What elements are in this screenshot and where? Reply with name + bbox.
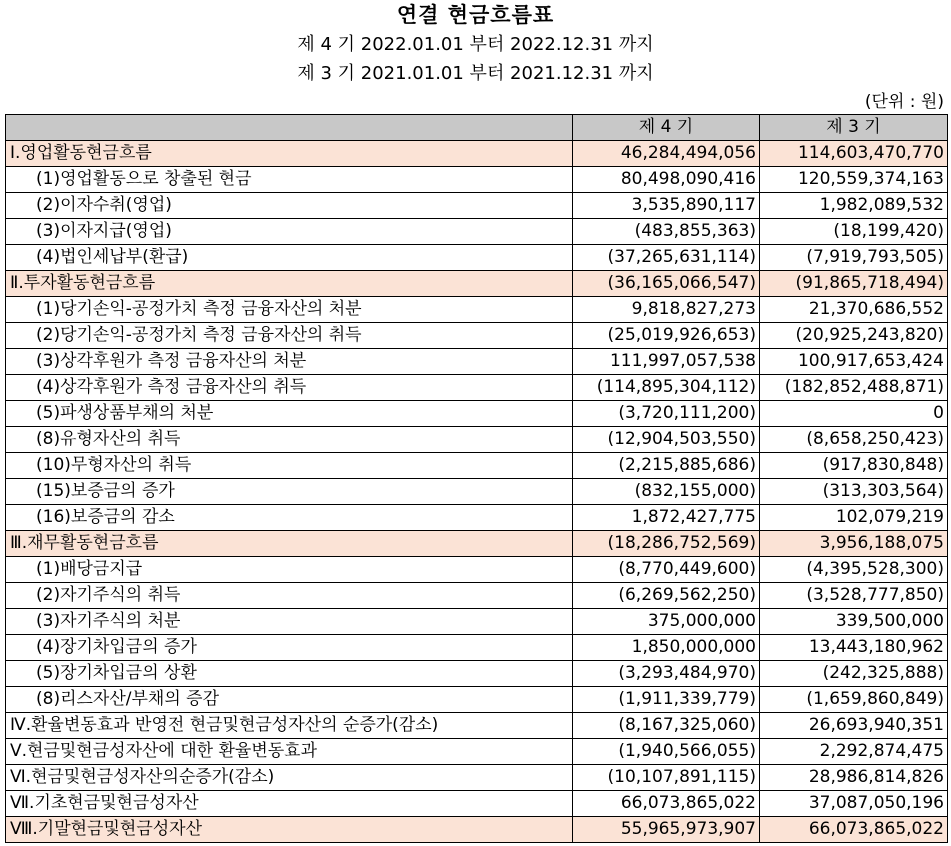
row-current: (10,107,891,115) <box>573 765 760 791</box>
row-prior: 114,603,470,770 <box>760 141 948 167</box>
row-prior: 28,986,814,826 <box>760 765 948 791</box>
header-current: 제 4 기 <box>573 115 760 141</box>
period-current: 제 4 기 2022.01.01 부터 2022.12.31 까지 <box>297 34 654 55</box>
row-current: 55,965,973,907 <box>573 817 760 843</box>
row-prior: (242,325,888) <box>760 661 948 687</box>
row-label: (8)유형자산의 취득 <box>6 427 573 453</box>
row-label: Ⅱ.투자활동현금흐름 <box>6 271 573 297</box>
row-current: 3,535,890,117 <box>573 193 760 219</box>
row-current: (114,895,304,112) <box>573 375 760 401</box>
row-label: (3)이자지급(영업) <box>6 219 573 245</box>
row-prior: 1,982,089,532 <box>760 193 948 219</box>
row-current: (483,855,363) <box>573 219 760 245</box>
row-label: (4)법인세납부(환급) <box>6 245 573 271</box>
row-current: 80,498,090,416 <box>573 167 760 193</box>
row-current: (3,720,111,200) <box>573 401 760 427</box>
table-row <box>6 167 948 193</box>
row-current: 9,818,827,273 <box>573 297 760 323</box>
row-prior: 3,956,188,075 <box>760 531 948 557</box>
row-current: (8,770,449,600) <box>573 557 760 583</box>
table-row <box>6 791 948 817</box>
row-current: (18,286,752,569) <box>573 531 760 557</box>
row-prior: (4,395,528,300) <box>760 557 948 583</box>
table-row <box>6 219 948 245</box>
row-prior: 37,087,050,196 <box>760 791 948 817</box>
unit-label: (단위 : 원) <box>864 92 944 112</box>
table-row <box>6 583 948 609</box>
row-current: (2,215,885,686) <box>573 453 760 479</box>
row-prior: (1,659,860,849) <box>760 687 948 713</box>
row-prior: (91,865,718,494) <box>760 271 948 297</box>
table-row <box>6 479 948 505</box>
row-label: Ⅷ.기말현금및현금성자산 <box>6 817 573 843</box>
row-label: (2)자기주식의 취득 <box>6 583 573 609</box>
row-prior: (182,852,488,871) <box>760 375 948 401</box>
row-current: (832,155,000) <box>573 479 760 505</box>
period-prior: 제 3 기 2021.01.01 부터 2021.12.31 까지 <box>297 63 654 84</box>
row-prior: 0 <box>760 401 948 427</box>
table-row <box>6 375 948 401</box>
row-current: 66,073,865,022 <box>573 791 760 817</box>
table-row <box>6 323 948 349</box>
table-row <box>6 245 948 271</box>
row-label: (4)장기차입금의 증가 <box>6 635 573 661</box>
row-prior: 102,079,219 <box>760 505 948 531</box>
row-current: 46,284,494,056 <box>573 141 760 167</box>
row-prior: 21,370,686,552 <box>760 297 948 323</box>
header-prior: 제 3 기 <box>760 115 948 141</box>
row-label: (1)당기손익-공정가치 측정 금융자산의 처분 <box>6 297 573 323</box>
table-header-row <box>6 115 948 141</box>
row-label: (3)자기주식의 처분 <box>6 609 573 635</box>
row-current: (37,265,631,114) <box>573 245 760 271</box>
row-prior: 100,917,653,424 <box>760 349 948 375</box>
row-prior: 13,443,180,962 <box>760 635 948 661</box>
row-label: (16)보증금의 감소 <box>6 505 573 531</box>
row-label: Ⅴ.현금및현금성자산에 대한 환율변동효과 <box>6 739 573 765</box>
table-row <box>6 609 948 635</box>
row-current: 111,997,057,538 <box>573 349 760 375</box>
table-row <box>6 141 948 167</box>
row-current: 1,850,000,000 <box>573 635 760 661</box>
row-current: 375,000,000 <box>573 609 760 635</box>
row-label: (1)배당금지급 <box>6 557 573 583</box>
table-row <box>6 401 948 427</box>
report-header <box>0 0 951 116</box>
row-label: (8)리스자산/부채의 증감 <box>6 687 573 713</box>
row-label: Ⅲ.재무활동현금흐름 <box>6 531 573 557</box>
row-label: (2)이자수취(영업) <box>6 193 573 219</box>
row-current: (1,911,339,779) <box>573 687 760 713</box>
row-label: (2)당기손익-공정가치 측정 금융자산의 취득 <box>6 323 573 349</box>
row-label: (10)무형자산의 취득 <box>6 453 573 479</box>
table-row <box>6 687 948 713</box>
row-current: (25,019,926,653) <box>573 323 760 349</box>
row-prior: (3,528,777,850) <box>760 583 948 609</box>
row-current: (1,940,566,055) <box>573 739 760 765</box>
row-prior: (313,303,564) <box>760 479 948 505</box>
row-prior: (18,199,420) <box>760 219 948 245</box>
table-row <box>6 297 948 323</box>
row-label: (1)영업활동으로 창출된 현금 <box>6 167 573 193</box>
cash-flow-table <box>5 114 948 843</box>
row-prior: 339,500,000 <box>760 609 948 635</box>
table-row <box>6 739 948 765</box>
row-label: Ⅳ.환율변동효과 반영전 현금및현금성자산의 순증가(감소) <box>6 713 573 739</box>
table-row <box>6 349 948 375</box>
row-current: (3,293,484,970) <box>573 661 760 687</box>
row-label: (4)상각후원가 측정 금융자산의 취득 <box>6 375 573 401</box>
row-current: (6,269,562,250) <box>573 583 760 609</box>
table-row <box>6 453 948 479</box>
row-prior: 2,292,874,475 <box>760 739 948 765</box>
table-row <box>6 817 948 843</box>
table-row <box>6 765 948 791</box>
table-row <box>6 713 948 739</box>
table-row <box>6 557 948 583</box>
row-current: (36,165,066,547) <box>573 271 760 297</box>
row-prior: (20,925,243,820) <box>760 323 948 349</box>
row-label: (5)장기차입금의 상환 <box>6 661 573 687</box>
row-label: (15)보증금의 증가 <box>6 479 573 505</box>
row-label: Ⅵ.현금및현금성자산의순증가(감소) <box>6 765 573 791</box>
header-label <box>6 115 573 141</box>
table-row <box>6 505 948 531</box>
row-prior: 66,073,865,022 <box>760 817 948 843</box>
table-row <box>6 271 948 297</box>
row-prior: 120,559,374,163 <box>760 167 948 193</box>
table-row <box>6 661 948 687</box>
row-prior: (8,658,250,423) <box>760 427 948 453</box>
row-current: 1,872,427,775 <box>573 505 760 531</box>
table-row <box>6 193 948 219</box>
row-prior: (917,830,848) <box>760 453 948 479</box>
row-label: (5)파생상품부채의 처분 <box>6 401 573 427</box>
page-title: 연결 현금흐름표 <box>396 3 555 27</box>
table-row <box>6 635 948 661</box>
row-current: (8,167,325,060) <box>573 713 760 739</box>
row-label: Ⅰ.영업활동현금흐름 <box>6 141 573 167</box>
table-row <box>6 427 948 453</box>
row-label: (3)상각후원가 측정 금융자산의 처분 <box>6 349 573 375</box>
row-label: Ⅶ.기초현금및현금성자산 <box>6 791 573 817</box>
table-row <box>6 531 948 557</box>
row-prior: 26,693,940,351 <box>760 713 948 739</box>
row-current: (12,904,503,550) <box>573 427 760 453</box>
row-prior: (7,919,793,505) <box>760 245 948 271</box>
